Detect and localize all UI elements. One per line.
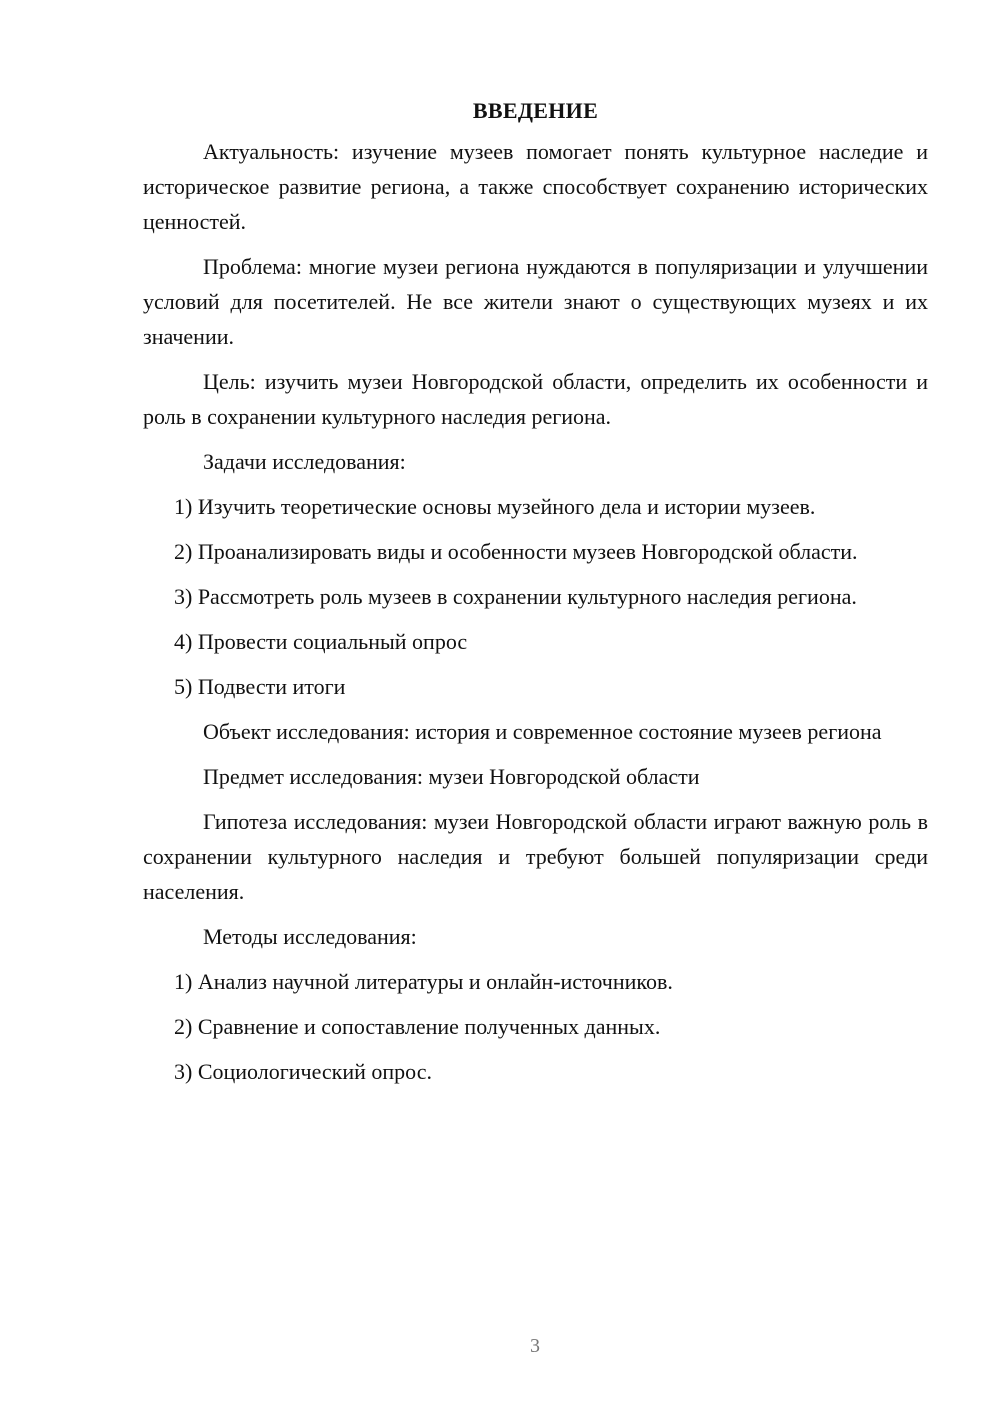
problem-paragraph: Проблема: многие музеи региона нуждаются в популяризации и улучшении условий для посетителей. Не все жители знают о существующих музеях и их значении. xyxy=(143,254,928,349)
relevance-paragraph: Актуальность: изучение музеев помогает понять культурное наследие и историческое развитие региона, а также способствует сохранению исторических ценностей. xyxy=(143,139,928,234)
task-item: 5) Подвести итоги xyxy=(174,674,346,699)
method-item: 2) Сравнение и сопоставление полученных данных. xyxy=(174,1014,661,1039)
hypothesis-paragraph: Гипотеза исследования: музеи Новгородской области играют важную роль в сохранении культурного наследия и требуют большей популяризации среди населения. xyxy=(143,809,928,904)
methods-heading: Методы исследования: xyxy=(203,924,417,949)
task-item: 1) Изучить теоретические основы музейного дела и истории музеев. xyxy=(174,494,816,519)
page-content xyxy=(143,96,928,1099)
method-item: 3) Социологический опрос. xyxy=(174,1059,432,1084)
task-item: 2) Проанализировать виды и особенности музеев Новгородской области. xyxy=(174,539,858,564)
subject-paragraph: Предмет исследования: музеи Новгородской области xyxy=(203,764,700,789)
page-number: 3 xyxy=(530,1335,540,1357)
goal-paragraph: Цель: изучить музеи Новгородской области, определить их особенности и роль в сохранении культурного наследия региона. xyxy=(143,369,928,429)
task-item: 3) Рассмотреть роль музеев в сохранении культурного наследия региона. xyxy=(174,584,857,609)
tasks-heading: Задачи исследования: xyxy=(203,449,406,474)
task-item: 4) Провести социальный опрос xyxy=(174,629,468,654)
object-paragraph: Объект исследования: история и современное состояние музеев региона xyxy=(203,719,882,744)
method-item: 1) Анализ научной литературы и онлайн-источников. xyxy=(174,969,673,994)
section-title: ВВЕДЕНИЕ xyxy=(472,98,599,123)
